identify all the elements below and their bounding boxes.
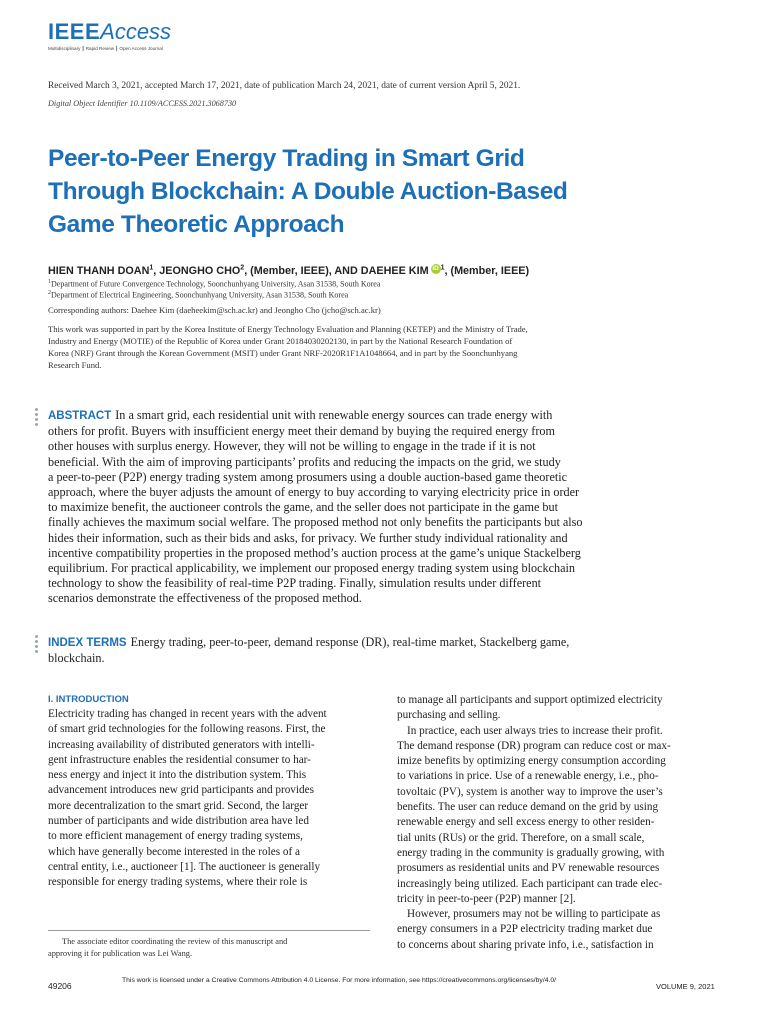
footnote xyxy=(48,936,370,959)
section-heading: I. INTRODUCTION xyxy=(48,694,129,705)
body-line: In practice, each user always tries to increase their profit. xyxy=(407,724,663,737)
affiliation-text: Department of Electrical Engineering, Soonchunhyang University, Asan 31538, South Korea xyxy=(51,290,349,300)
funding-line: Korea (NRF) Grant through the Korean Government (MSIT) under Grant NRF-2020R1F1A1048664, and in part by the Soonchunhyang xyxy=(48,348,518,358)
left-column xyxy=(48,692,371,891)
abstract-line: equilibrium. For practical applicability, we implement our proposed energy trading system using blockchain xyxy=(48,561,575,576)
orcid-icon[interactable]: iD xyxy=(432,265,439,272)
volume-info: VOLUME 9, 2021 xyxy=(656,982,715,991)
affiliation xyxy=(48,290,348,300)
abstract-marker xyxy=(35,408,41,428)
body-line: of smart grid technologies for the following reasons. First, the xyxy=(48,723,326,736)
body-line: responsible for energy trading systems, where their role is xyxy=(48,876,308,889)
body-line: Electricity trading has changed in recent years with the advent xyxy=(48,708,327,720)
abstract-line: technology to show the feasibility of real-time P2P trading. Finally, simulation results under different xyxy=(48,576,542,591)
funding-statement xyxy=(48,323,628,371)
doi: Digital Object Identifier 10.1109/ACCESS.2021.3068730 xyxy=(48,99,237,108)
body-line: However, prosumers may not be willing to participate as xyxy=(407,908,661,921)
abstract-line: finally achieves the maximum social welfare. The proposed method not only benefits the participants but also xyxy=(48,515,583,530)
logo-tagline: Multidisciplinary ┃ Rapid Review ┃ Open Access Journal xyxy=(48,46,163,51)
footnote-line: The associate editor coordinating the review of this manuscript and xyxy=(62,937,288,946)
author-name: , (Member, IEEE), AND DAEHEE KIM xyxy=(244,265,429,277)
logo-ieee: IEEE xyxy=(48,19,101,44)
index-terms-line: Energy trading, peer-to-peer, demand response (DR), real-time market, Stackelberg game, xyxy=(130,635,570,649)
page-number: 49206 xyxy=(48,981,72,991)
body-line: The demand response (DR) program can reduce cost or max- xyxy=(397,739,671,752)
corresponding-authors: Corresponding authors: Daehee Kim (daeheekim@sch.ac.kr) and Jeongho Cho (jcho@sch.ac.kr) xyxy=(48,305,381,315)
body-line: number of participants and wide distribution area have led xyxy=(48,815,309,828)
logo-access: Access xyxy=(100,19,172,44)
abstract-line: scenarios demonstrate the effectiveness of the proposed method. xyxy=(48,591,362,606)
abstract-line: other houses with surplus energy. However, they will not be willing to engage in the trade if it is not xyxy=(48,439,536,454)
title-line: Peer-to-Peer Energy Trading in Smart Grid xyxy=(48,145,525,172)
affiliation-sup: 2 xyxy=(48,290,51,296)
abstract-line: beneficial. With the aim of improving participants’ profits and reducing the impacts on the grid, we study xyxy=(48,454,561,469)
body-line: tial units (RUs) or the grid. Therefore, on a small scale, xyxy=(397,831,645,844)
affiliation-text: Department of Future Convergence Technology, Soonchunhyang University, Asan 31538, South Korea xyxy=(51,279,381,289)
abstract-line: others for profit. Buyers with insufficient energy meet their demand by buying the required energy from xyxy=(48,424,556,439)
body-line: energy consumers in a P2P electricity trading market due xyxy=(397,923,653,936)
body-line: increasingly being utilized. Each participant can trade elec- xyxy=(397,877,663,890)
body-line: prosumers as residential units and PV renewable resources xyxy=(397,862,660,875)
abstract-line: a peer-to-peer (P2P) energy trading system among prosumers using a double auction-based game theoretic xyxy=(48,469,568,484)
license-notice: This work is licensed under a Creative Commons Attribution 4.0 License. For more information, see https://creativecommons.org/licenses/by/4.0/ xyxy=(122,977,557,984)
body-line: to variations in price. Use of a renewable energy, i.e., pho- xyxy=(397,770,659,783)
index-terms-heading: INDEX TERMS xyxy=(48,637,127,649)
body-line: which have generally become interested in the roles of a xyxy=(48,845,300,858)
body-line: central entity, i.e., auctioneer [1]. The auctioneer is generally xyxy=(48,860,321,873)
body-line: purchasing and selling. xyxy=(397,709,501,722)
abstract-line: to maximize benefit, the auctioneer controls the game, and the seller does not participate in the game but xyxy=(48,500,559,515)
funding-line: This work was supported in part by the Korea Institute of Energy Technology Evaluation and Planning (KETEP) and the Ministry of Trade, xyxy=(48,324,528,334)
body-line: gent infrastructure enables the residential consumer to har- xyxy=(48,753,311,766)
body-line: to more efficient management of energy trading systems, xyxy=(48,830,303,843)
title-line: Game Theoretic Approach xyxy=(48,211,345,238)
author-sup: 2 xyxy=(240,264,245,272)
body-line: tricity in peer-to-peer (P2P) manner [2]. xyxy=(397,892,576,905)
abstract-line: hides their information, such as their bids and asks, for privacy. We further study individual rationality and xyxy=(48,530,568,545)
footnote-line: approving it for publication was Lei Wang. xyxy=(48,948,193,958)
body-line: advancement introduces new grid participants and provides xyxy=(48,784,314,797)
body-line: energy trading in the community is gradually growing, with xyxy=(397,846,665,859)
index-terms xyxy=(48,635,628,666)
body-line: renewable energy and sell excess energy to other residen- xyxy=(397,816,655,829)
footnote-divider xyxy=(48,930,370,931)
funding-line: Research Fund. xyxy=(48,360,102,370)
abstract xyxy=(48,408,628,607)
abstract-heading: ABSTRACT xyxy=(48,410,112,422)
body-line: to manage all participants and support optimized electricity xyxy=(397,694,663,706)
body-line: imize benefits by optimizing energy consumption according xyxy=(397,755,666,768)
author-list xyxy=(48,264,529,277)
right-column xyxy=(397,693,720,953)
body-line: increasing availability of distributed generators with intelli- xyxy=(48,738,315,751)
author-name: , JEONGHO CHO xyxy=(153,265,241,277)
affiliation xyxy=(48,279,380,289)
paper-title xyxy=(48,142,688,241)
author-sup: 1 xyxy=(149,264,154,272)
received-dates: Received March 3, 2021, accepted March 17, 2021, date of publication March 24, 2021, date of current version April 5, 2021. xyxy=(48,81,521,91)
index-terms-marker xyxy=(35,635,41,655)
title-line: Through Blockchain: A Double Auction-Based xyxy=(48,178,568,205)
author-sup: 1 xyxy=(440,264,445,272)
author-name: HIEN THANH DOAN xyxy=(48,265,150,277)
abstract-line: incentive compatibility properties in the proposed method’s auction process at the game’s unique Stackelberg xyxy=(48,545,581,560)
funding-line: Industry and Energy (MOTIE) of the Republic of Korea under Grant 20184030202130, in part by the National Research Foundation of xyxy=(48,336,513,346)
body-line: tovoltaic (PV), system is another way to improve the user’s xyxy=(397,785,663,798)
index-terms-line: blockchain. xyxy=(48,651,105,666)
abstract-line: In a smart grid, each residential unit with renewable energy sources can trade energy with xyxy=(115,408,553,422)
affiliation-sup: 1 xyxy=(48,279,51,285)
body-line: benefits. The user can reduce demand on the grid by using xyxy=(397,801,659,814)
body-line: ness energy and inject it into the distribution system. This xyxy=(48,769,307,782)
body-line: to concerns about sharing private info, i.e., satisfaction in xyxy=(397,938,654,951)
author-name: , (Member, IEEE) xyxy=(444,265,530,277)
body-line: more decentralization to the smart grid. Second, the larger xyxy=(48,799,309,812)
abstract-line: approach, where the buyer adjusts the amount of energy to buy according to varying electricity price in order xyxy=(48,485,580,500)
journal-logo xyxy=(48,20,171,52)
